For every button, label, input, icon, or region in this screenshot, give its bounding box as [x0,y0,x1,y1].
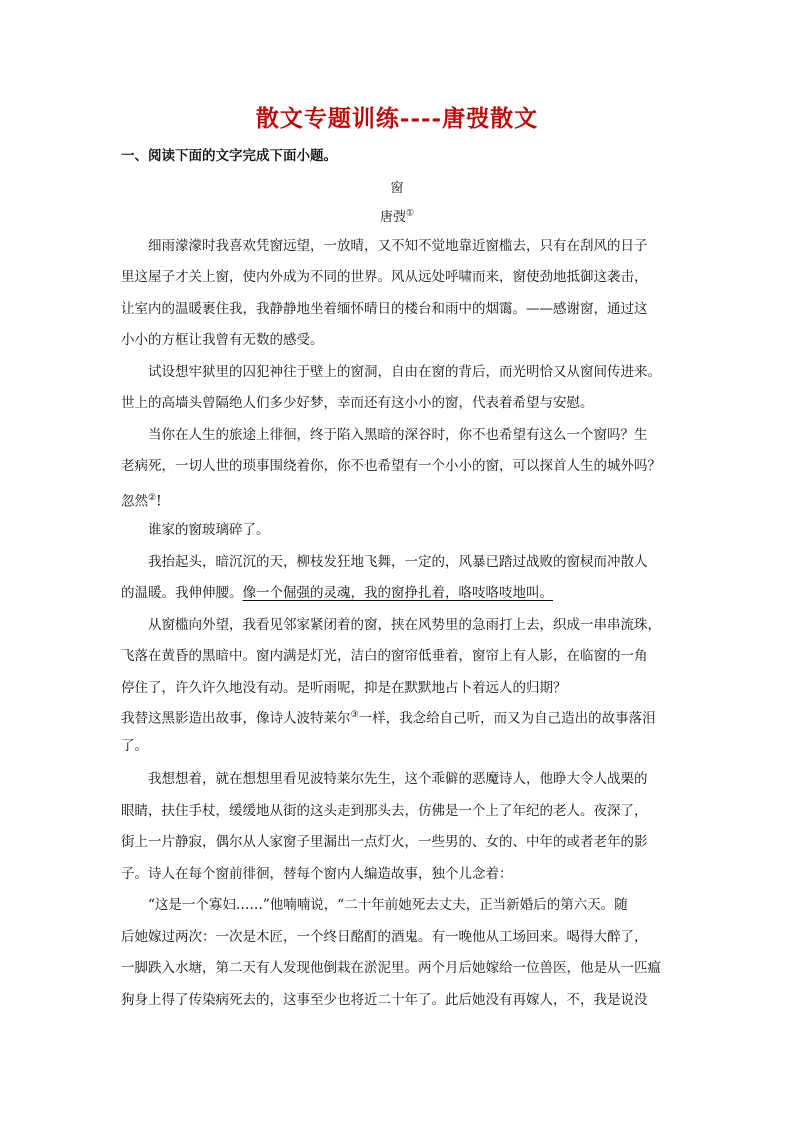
line-text: 的温暖。我伸伸腰。 [121,585,243,601]
body-line: 了。 [121,738,148,754]
body-line: 谁家的窗玻璃碎了。 [148,522,270,538]
body-line: 让室内的温暖裹住我，我静静地坐着缅怀晴日的楼台和雨中的烟霭。——感谢窗，通过这 [121,301,648,317]
line-text: 我替这黑影造出故事，像诗人波特莱尔 [121,710,351,727]
body-line: 当你在人生的旅途上徘徊，终于陷入黑暗的深谷时，你不也希望有这么一个窗吗？生 [148,427,648,443]
body-line: 我抬起头，暗沉沉的天，柳枝发狂地飞舞，一定的，风暴已踏过战败的窗棂而冲散人 [148,554,648,570]
body-line: 老病死，一切人世的琐事围绕着你，你不也希望有一个小小的窗，可以探首人生的城外吗？ [121,458,661,474]
body-line: 我想想着，就在想想里看见波特莱尔先生，这个乖僻的恶魔诗人，他睁大令人战栗的 [148,771,648,787]
body-line [121,584,553,602]
body-line: “这是一个寡妇……”他喃喃说，“二十年前她死去丈夫，正当新婚后的第六天。随 [148,897,628,913]
footnote-mark-3: ③ [350,710,359,720]
essay-title: 窗 [390,181,404,196]
document-title: 散文专题训练----唐弢散文 [255,105,539,132]
body-line: 飞落在黄昏的黑暗中。窗内满是灯光，洁白的窗帘低垂着，窗帘上有人影，在临窗的一角 [121,648,648,664]
body-line: 停住了，许久许久地没有动。是听雨呢，抑是在默默地占卜着远人的归期？ [121,680,567,696]
line-text: 一样，我念给自己听，而又为自己造出的故事落泪 [358,710,656,727]
body-line: 从窗槛向外望，我看见邻家紧闭着的窗，挟在风势里的急雨打上去，织成一串串流珠， [148,617,661,633]
body-line: 眼睛，扶住手杖，缓缓地从街的这头走到那头去，仿佛是一个上了年纪的老人。夜深了， [121,803,648,819]
line-text: ! [156,493,162,510]
body-line: 子。诗人在每个窗前徘徊，替每个窗内人编造故事，独个儿念着： [121,866,513,882]
body-line: 小小的方框让我曾有无数的感受。 [121,332,324,348]
body-line: 细雨濛濛时我喜欢凭窗远望，一放晴，又不知不觉地靠近窗槛去，只有在刮风的日子 [148,238,648,254]
line-text: 忽然 [121,493,148,510]
body-line: 试设想牢狱里的囚犯神往于壁上的窗洞，自由在窗的背后，而光明恰又从窗间传进来。 [148,364,661,380]
footnote-mark-1: ① [405,208,415,219]
body-line: 世上的高墙头曾隔绝人们多少好梦，幸而还有这小小的窗，代表着希望与安慰。 [121,395,594,411]
underlined-sentence: 像一个倔强的灵魂，我的窗挣扎着，咯吱咯吱地叫。 [242,585,553,601]
body-line: 后她嫁过两次：一次是木匠，一个终日酩酊的酒鬼。有一晚他从工场回来。喝得大醉了， [121,929,648,945]
body-line [121,489,162,511]
body-line: 一脚跌入水塘，第二天有人发现他倒栽在淤泥里。两个月后她嫁给一位兽医，他是从一匹瘟 [121,960,661,976]
footnote-mark-2: ② [148,493,157,503]
section-heading: 一、阅读下面的文字完成下面小题。 [121,148,337,164]
author-name: 唐弢 [379,210,406,225]
essay-author [0,206,794,225]
body-line: 狗身上得了传染病死去的，这事至少也将近二十年了。此后她没有再嫁人，不，我是说没 [121,992,648,1008]
body-line: 里这屋子才关上窗，使内外成为不同的世界。风从远处呼啸而来，窗使劲地抵御这袭击， [121,269,648,285]
body-line [121,706,656,728]
body-line: 街上一片静寂，偶尔从人家窗子里漏出一点灯火，一些男的、女的、中年的或者老年的影 [121,834,648,850]
